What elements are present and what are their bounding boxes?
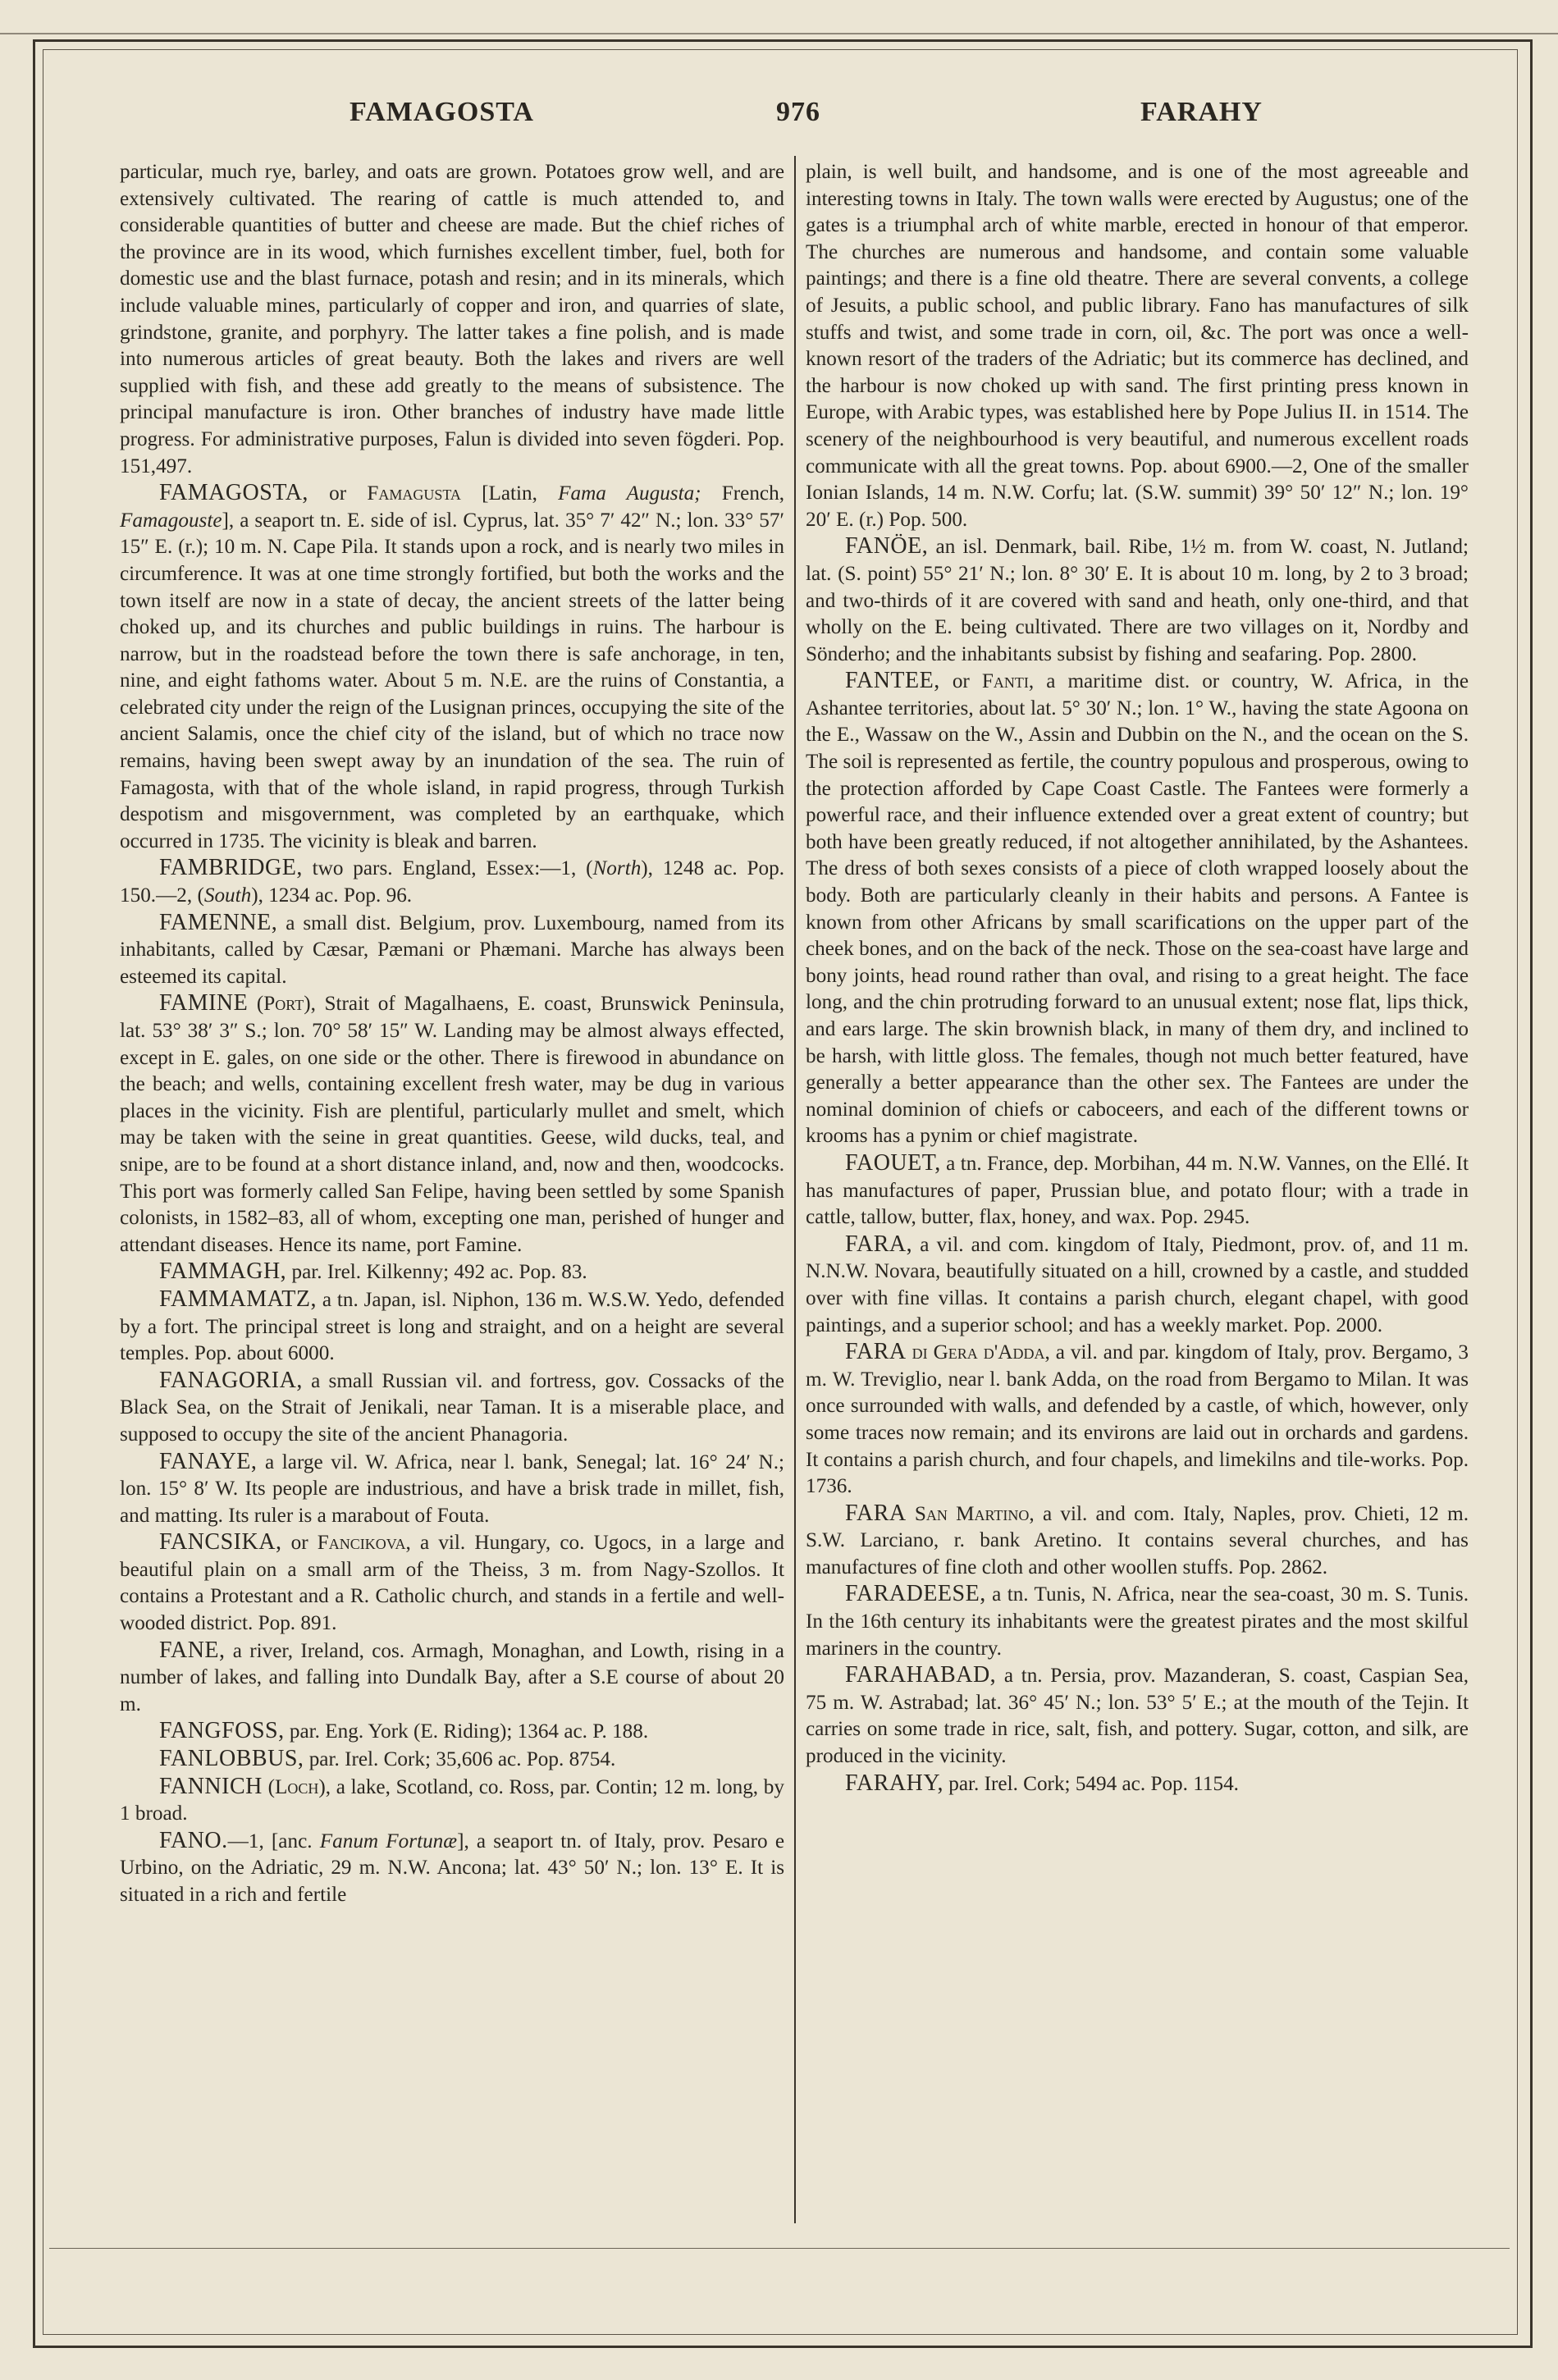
entry-fanagoria: FANAGORIA, a small Russian vil. and fortress, gov. Cossacks of the Black Sea, on the Strait of Jenikali, near Taman. It is a miserable place, and supposed to occupy the site of the ancient Phanagoria. [120,1367,784,1446]
entry-faradeese: FARADEESE, a tn. Tunis, N. Africa, near the sea-coast, 30 m. S. Tunis. In the 16th century its inhabitants were the greatest pirates and the most skilful mariners in the country. [806,1581,1469,1660]
entry-fanoe: FANÖE, an isl. Denmark, bail. Ribe, 1½ m. from W. coast, N. Jutland; lat. (S. point) 55° 21′ N.; lon. 8° 30′ E. It is about 10 m. long, by 2 to 3 broad; and two-thirds of it are covered with sand and heath, only one-third, and that wholly on the E. being cultivated. There are two villages on it, Nordby and Sönderho; and the inhabitants subsist by fishing and seafaring. Pop. 2800. [806,533,1469,665]
entry-farahy: FARAHY, par. Irel. Cork; 5494 ac. Pop. 1154. [845,1770,1239,1796]
entry-faouet: FAOUET, a tn. France, dep. Morbihan, 44 m. N.W. Vannes, on the Ellé. It has manufactures of paper, Prussian blue, and potato flour; with a trade in cattle, tallow, butter, flax, honey, and wax. Pop. 2945. [806,1149,1469,1229]
entry-headword: FANAYE, [159,1448,258,1474]
page-number: 976 [776,97,820,127]
entry-headword: FAMBRIDGE, [159,855,303,881]
column-divider [794,156,796,2223]
entry-fara-di-gera: FARA di Gera d'Adda, a vil. and par. kingdom of Italy, prov. Bergamo, 3 m. W. Treviglio, near l. bank Adda, on the road from Bergamo to Milan. It was once surrounded with walls, and defended by a castle, of which, however, only some traces now remain; and its environs are laid out in orchards and gardens. It contains a parish church, and four chapels, and limekilns and tile-works. Pop. 1736. [806,1339,1469,1498]
header-left-guideword: FAMAGOSTA [350,97,534,127]
left-column [120,159,784,1909]
entry-fammamatz: FAMMAMATZ, a tn. Japan, isl. Niphon, 136 m. W.S.W. Yedo, defended by a fort. The principal street is long and straight, and on a height are several temples. Pop. about 6000. [120,1286,784,1365]
entry-fanaye: FANAYE, a large vil. W. Africa, near l. bank, Senegal; lat. 16° 24′ N.; lon. 15° 8′ W. Its people are industrious, and have a brisk trade in millet, fish, and matting. Its ruler is a marabout of Fouta. [120,1448,784,1527]
entry-fara: FARA, a vil. and com. kingdom of Italy, Piedmont, prov. of, and 11 m. N.N.W. Novara, beautifully situated on a hill, crowned by a castle, and studded over with fine villas. It contains a parish church, elegant chapel, with good paintings, and a superior school; and has a weekly market. Pop. 2000. [806,1231,1469,1336]
header-right-guideword: FARAHY [1140,97,1263,127]
entry-headword: FARA, [845,1231,913,1257]
running-header [57,97,1501,146]
entry-fantee: FANTEE, or Fanti, a maritime dist. or country, W. Africa, in the Ashantee territories, about lat. 5° 30′ N.; lon. 1° W., having the state Agoona on the E., Wassaw on the W., Assin and Dubbin on the N., and the ocean on the S. The soil is represented as fertile, the country populous and prosperous, owing to the protection afforded by Cape Coast Castle. The Fantees were formerly a powerful race, and their influence extended over a great extent of country; but both have been greatly reduced, if not altogether annihilated, by the Ashantees. The dress of both sexes consists of a piece of cloth wrapped loosely about the body. Both are particularly cleanly in their habits and persons. A Fantee is known from other Africans by small scarifications on the upper part of the cheek bones, and on the back of the neck. Those on the sea-coast have large and bony joints, head round rather than oval, and rising to a great height. The face long, and the chin protruding forward to an unusual extent; nose flat, lips thick, and ears large. The skin brownish black, in many of them dry, and inclined to be harsh, with little gloss. The females, though not much better featured, have generally a better appearance than the other sex. The Fantees are under the nominal dominion of chiefs or caboceers, and each of the different towns or krooms has a pynim or chief magistrate. [806,668,1469,1148]
entry-headword: FANTEE, [845,668,940,694]
entry-famine: FAMINE (Port), Strait of Magalhaens, E. coast, Brunswick Peninsula, lat. 53° 38′ 3″ S.; lon. 70° 58′ 15″ W. Landing may be almost always effected, except in E. gales, on one side or the other. There is firewood in abundance on the beach; and wells, containing excellent fresh water, may be dug in various places in the vicinity. Fish are plentiful, particularly mullet and smelt, which may be taken with the seine in great quantities. Geese, wild ducks, teal, and snipe, are to be found at a short distance inland, and, now and then, woodcocks. This port was formerly called San Felipe, having been settled by some Spanish colonists, in 1582–83, all of whom, excepting one man, perished of hunger and attendant diseases. Hence its name, port Famine. [120,990,785,1256]
entry-fanlobbus: FANLOBBUS, par. Irel. Cork; 35,606 ac. Pop. 8754. [159,1746,616,1772]
right-column [806,159,1469,1798]
entry-fane: FANE, a river, Ireland, cos. Armagh, Monaghan, and Lowth, rising in a number of lakes, and falling into Dundalk Bay, after a S.E course of about 20 m. [120,1637,784,1715]
entry-headword: FANE, [159,1637,226,1663]
entry-headword: FAMENNE, [159,909,278,935]
entry-fano: FANO.—1, [anc. Fanum Fortunæ], a seaport tn. of Italy, prov. Pesaro e Urbino, on the Adriatic, 29 m. N.W. Ancona; lat. 43° 50′ N.; lon. 13° E. It is situated in a rich and fertile [120,1827,784,1906]
entry-fancsika: FANCSIKA, or Fancikova, a vil. Hungary, co. Ugocs, in a large and beautiful plain on a small arm of the Theiss, 3 m. from Nagy-Szollos. It contains a Protestant and a R. Catholic church, and stands in a fertile and well-wooded district. Pop. 891. [120,1529,784,1635]
entry-continuation: particular, much rye, barley, and oats are grown. Potatoes grow well, and are extensively cultivated. The rearing of cattle is much attended to, and considerable quantities of butter and cheese are made. But the chief riches of the province are in its wood, which furnishes excellent timber, fuel, both for domestic use and the blast furnace, potash and resin; and in its minerals, which include valuable mines, particularly of copper and iron, and quarries of slate, grindstone, granite, and porphyry. The latter takes a fine polish, and is made into numerous articles of great beauty. Both the lakes and rivers are well supplied with fish, and these add greatly to the means of subsistence. The principal manufacture is iron. Other branches of industry have made little progress. For administrative purposes, Falun is divided into seven fögderi. Pop. 151,497. [120,161,784,477]
entry-fangfoss: FANGFOSS, par. Eng. York (E. Riding); 1364 ac. P. 188. [159,1718,649,1744]
entry-famenne: FAMENNE, a small dist. Belgium, prov. Luxembourg, named from its inhabitants, called by Cæsar, Pæmani or Phæmani. Marche has always been esteemed its capital. [120,909,784,988]
entry-headword: FARAHABAD, [845,1662,997,1688]
entry-headword: FANLOBBUS, [159,1746,304,1772]
entry-headword: FANGFOSS, [159,1718,285,1744]
entry-fannich: FANNICH (Loch), a lake, Scotland, co. Ross, par. Contin; 12 m. long, by 1 broad. [120,1773,784,1825]
entry-headword: FARA [845,1500,907,1526]
entry-fambridge: FAMBRIDGE, two pars. England, Essex:—1, (North), 1248 ac. Pop. 150.—2, (South), 1234 ac. Pop. 96. [120,855,784,907]
top-edge-line [0,33,1558,34]
entry-headword: FAMMAMATZ, [159,1286,317,1312]
entry-headword: FAMAGOSTA, [159,480,308,506]
bottom-rule [49,2248,1510,2249]
entry-fammagh: FAMMAGH, par. Irel. Kilkenny; 492 ac. Pop. 83. [159,1259,587,1285]
entry-headword: FARA [845,1339,907,1365]
entry-continuation: plain, is well built, and handsome, and is one of the most agreeable and interesting towns in Italy. The town walls were erected by Augustus; one of the gates is a triumphal arch of white marble, erected in honour of that emperor. The churches are numerous and handsome, and contain some valuable paintings; and there is a fine old theatre. There are several convents, a college of Jesuits, a public school, and public library. Fano has manufactures of silk stuffs and twist, and some trade in corn, oil, &c. The port was once a well-known resort of the traders of the Adriatic; but its commerce has declined, and the harbour is now choked up with sand. The first printing press known in Europe, with Arabic types, was established here by Pope Julius II. in 1514. The scenery of the neighbourhood is very beautiful, and numerous excellent roads communicate with all the great towns. Pop. about 6900.—2, One of the smaller Ionian Islands, 14 m. N.W. Corfu; lat. (S.W. summit) 39° 50′ 12″ N.; lon. 19° 20′ E. (r.) Pop. 500. [806,161,1469,531]
entry-famagosta: FAMAGOSTA, or Famagusta [Latin, Fama Augusta; French, Famagouste], a seaport tn. E. side of isl. Cyprus, lat. 35° 7′ 42″ N.; lon. 33° 57′ 15″ E. (r.); 10 m. N. Cape Pila. It stands upon a rock, and is nearly two miles in circumference. It was at one time strongly fortified, but both the works and the town itself are now in a state of decay, the ancient streets of the latter being choked up, and its churches and public buildings in ruins. The harbour is narrow, but in the roadstead before the town there is safe anchorage, in ten, nine, and eight fathoms water. About 5 m. N.E. are the ruins of Constantia, a celebrated city under the reign of the Lusignan princes, occupying the site of the ancient Salamis, once the chief city of the island, but of which no trace now remains, having been swept away by an inundation of the sea. The ruin of Famagosta, with that of the whole island, in rapid progress, through Turkish despotism and misgovernment, was completed by an earthquake, which occurred in 1735. The vicinity is bleak and barren. [120,480,785,852]
entry-headword: FAOUET, [845,1149,941,1176]
entry-farahabad: FARAHABAD, a tn. Persia, prov. Mazanderan, S. coast, Caspian Sea, 75 m. W. Astrabad; lat. 36° 45′ N.; lon. 53° 5′ E.; at the mouth of the Tejin. It carries on some trade in rice, salt, fish, and pottery. Sugar, cotton, and silk, are produced in the vicinity. [806,1662,1469,1768]
entry-headword: FANCSIKA, [159,1529,282,1555]
entry-headword: FANNICH [159,1773,263,1799]
entry-headword: FANO. [159,1827,228,1853]
entry-headword: FANÖE, [845,533,929,560]
entry-fara-san-martino: FARA San Martino, a vil. and com. Italy, Naples, prov. Chieti, 12 m. S.W. Larciano, r. bank Aretino. It contains several churches, and has manufactures of fine cloth and other woollen stuffs. Pop. 2862. [806,1500,1469,1578]
entry-headword: FAMMAGH, [159,1259,287,1285]
entry-headword: FARAHY, [845,1770,943,1796]
entry-headword: FARADEESE, [845,1581,986,1607]
entry-headword: FANAGORIA, [159,1367,303,1393]
entry-headword: FAMINE [159,990,249,1016]
